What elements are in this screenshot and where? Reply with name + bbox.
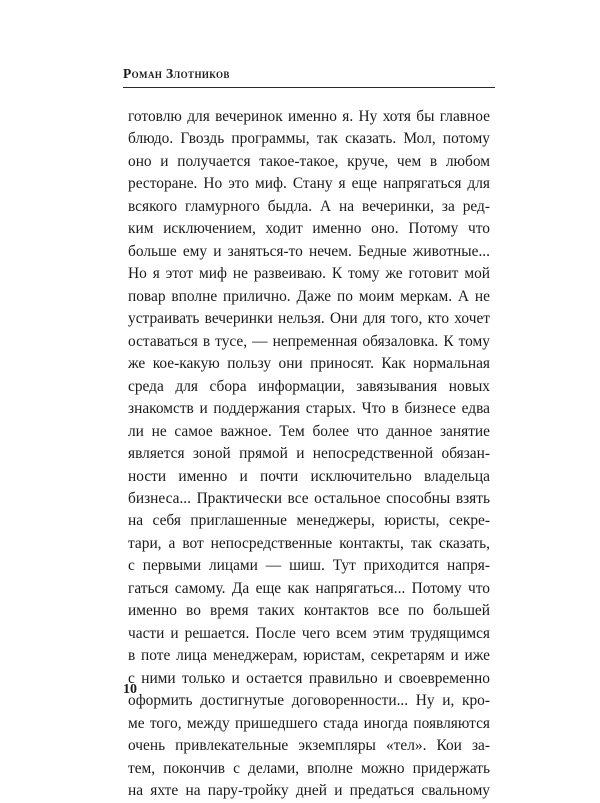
text-line: с ними только и остается правильно и своевременно (128, 669, 490, 687)
text-line: ресторане. Но это миф. Стану я еще напрягаться для (128, 175, 490, 193)
text-line: готовлю для вечеринок именно я. Ну хотя бы главное (128, 108, 490, 125)
text-line: на себя приглашенные менеджеры, юристы, секре- (128, 512, 490, 530)
header-rule (123, 87, 495, 88)
text-line: ности именно и почти исключительно владельца (128, 467, 490, 485)
text-line: больше ему и заняться-то нечем. Бедные животные... (128, 242, 490, 260)
text-line: повар вполне прилично. Даже по моим меркам. А не (128, 287, 490, 305)
text-line: тем, покончив с делами, вполне можно придержать (128, 759, 490, 777)
text-line: устраивать вечеринки нельзя. Они для того, кто хочет (128, 310, 490, 328)
text-line: оформить достигнутые договоренности... Ну и, кро- (128, 692, 490, 710)
text-line: на яхте на пару-тройку дней и предаться свальному (128, 782, 490, 800)
text-line: ким исключением, ходит именно оно. Потому что (128, 220, 490, 238)
text-line: знакомств и поддержания старых. Что в бизнесе едва (128, 400, 490, 418)
text-line: в поте лица менеджерам, юристам, секретарям и иже (128, 647, 490, 665)
text-line: блюдо. Гвоздь программы, так сказать. Мол, потому (128, 130, 490, 148)
text-line: бизнеса... Практически все остальное способны взять (128, 489, 490, 507)
text-line: тари, а вот непосредственные контакты, так сказать, (128, 534, 490, 552)
text-line: именно во время таких контактов все по большей (128, 602, 490, 620)
text-line: очень привлекательные экземпляры «тел». Кои за- (128, 737, 490, 755)
text-line: Но я этот миф не развеиваю. К тому же готовит мой (128, 265, 490, 283)
text-line: среда для сбора информации, завязывания новых (128, 377, 490, 395)
text-line: ли не самое важное. Тем более что данное занятие (128, 422, 490, 440)
text-line: с первыми лицами — шиш. Тут приходится напря- (128, 557, 490, 575)
text-line: ме того, между пришедшего стада иногда появляются (128, 714, 490, 732)
body-text (128, 106, 490, 803)
text-line: же кое-какую пользу они приносят. Как нормальная (128, 355, 490, 373)
text-line: оно и получается такое-такое, круче, чем в любом (128, 152, 490, 170)
page-number: 10 (123, 682, 137, 697)
text-line: части и решается. После чего всем этим трудящимся (128, 624, 490, 642)
text-line: всякого гламурного быдла. А на вечеринки, за ред- (128, 197, 490, 215)
text-line: оставаться в тусе, — непременная обязаловка. К тому (128, 332, 490, 350)
text-line: гаться самому. Да еще как напрягаться... Потому что (128, 579, 490, 597)
running-header: Роман Злотников (123, 66, 230, 81)
text-line: является зоной прямой и непосредственной обязан- (128, 445, 490, 463)
